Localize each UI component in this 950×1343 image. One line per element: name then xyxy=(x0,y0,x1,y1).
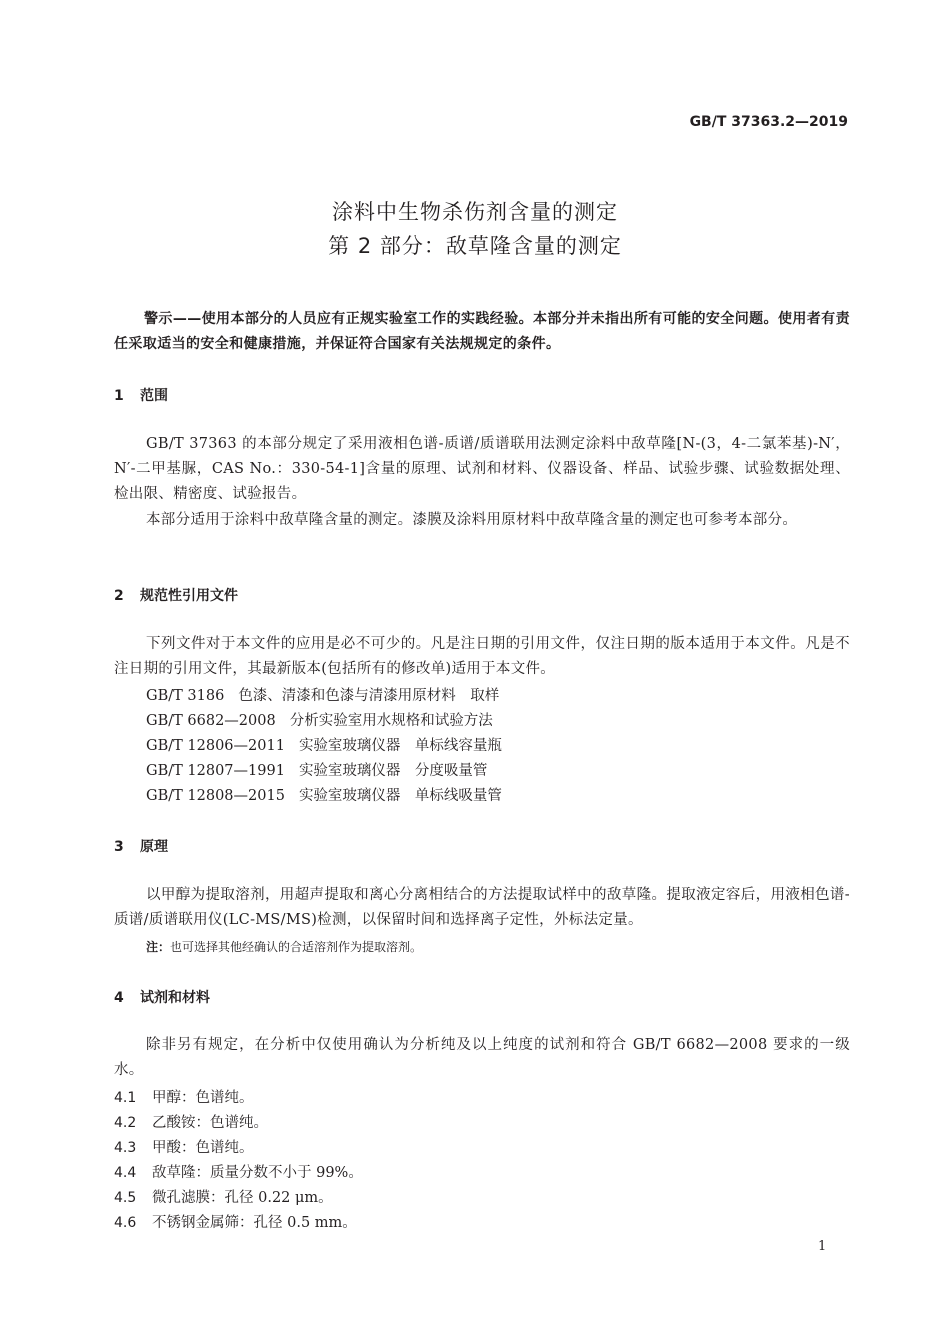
reagent-item xyxy=(114,1211,357,1232)
reference-entry xyxy=(146,784,502,805)
item-number: 4.3 xyxy=(114,1140,137,1156)
section-number: 4 xyxy=(114,990,124,1006)
document-title: 涂料中生物杀伤剂含量的测定 xyxy=(332,200,618,224)
reference-code: GB/T 6682—2008 xyxy=(146,713,276,729)
section-heading-principle xyxy=(114,836,168,856)
document-subtitle: 第 2 部分：敌草隆含量的测定 xyxy=(328,234,622,258)
scope-paragraph-2: 本部分适用于涂料中敌草隆含量的测定。漆膜及涂料用原材料中敌草隆含量的测定也可参考本部分。 xyxy=(146,512,798,528)
item-text: 甲酸：色谱纯。 xyxy=(152,1140,254,1156)
item-text: 敌草隆：质量分数不小于 99%。 xyxy=(152,1165,363,1181)
references-intro-paragraph: 下列文件对于本文件的应用是必不可少的。凡是注日期的引用文件，仅注日期的版本适用于本文件。凡是不注日期的引用文件，其最新版本(包括所有的修改单)适用于本文件。 xyxy=(114,636,850,677)
reference-entry xyxy=(146,684,499,705)
reference-entry xyxy=(146,759,487,780)
reagent-item xyxy=(114,1136,254,1157)
item-number: 4.1 xyxy=(114,1090,137,1106)
item-number: 4.6 xyxy=(114,1215,137,1231)
section-title: 规范性引用文件 xyxy=(140,588,238,604)
section-title: 试剂和材料 xyxy=(140,990,210,1006)
reference-code: GB/T 12807—1991 xyxy=(146,763,285,779)
item-number: 4.4 xyxy=(114,1165,137,1181)
item-number: 4.2 xyxy=(114,1115,137,1131)
reagent-item xyxy=(114,1086,254,1107)
reference-title: 实验室玻璃仪器 单标线吸量管 xyxy=(298,788,502,804)
item-text: 甲醇：色谱纯。 xyxy=(152,1090,254,1106)
reference-title: 实验室玻璃仪器 分度吸量管 xyxy=(298,763,488,779)
section-number: 1 xyxy=(114,388,124,404)
item-text: 不锈钢金属筛：孔径 0.5 mm。 xyxy=(152,1215,357,1231)
scope-paragraph-1: GB/T 37363 的本部分规定了采用液相色谱-质谱/质谱联用法测定涂料中敌草隆[N-(3，4-二氯苯基)-N′，N′-二甲基脲，CAS No.：330-54-1]含量的原理、试剂和材料、仪器设备、样品、试验步骤、试验数据处理、检出限、精密度、试验报告。 xyxy=(114,436,850,502)
reference-entry xyxy=(146,709,493,730)
section-heading-normative-references xyxy=(114,585,238,605)
reference-entry xyxy=(146,734,502,755)
item-text: 微孔滤膜：孔径 0.22 μm。 xyxy=(152,1190,333,1206)
reference-code: GB/T 12808—2015 xyxy=(146,788,285,804)
section-number: 3 xyxy=(114,839,124,855)
principle-note xyxy=(146,938,422,955)
reference-title: 分析实验室用水规格和试验方法 xyxy=(289,713,493,729)
warning-paragraph: 警示——使用本部分的人员应有正规实验室工作的实践经验。本部分并未指出所有可能的安全问题。使用者有责任采取适当的安全和健康措施，并保证符合国家有关法规规定的条件。 xyxy=(114,311,850,352)
item-number: 4.5 xyxy=(114,1190,137,1206)
item-text: 乙酸铵：色谱纯。 xyxy=(152,1115,268,1131)
note-label: 注： xyxy=(146,940,171,954)
reference-code: GB/T 3186 xyxy=(146,688,225,704)
section-heading-reagents xyxy=(114,987,210,1007)
reference-title: 实验室玻璃仪器 单标线容量瓶 xyxy=(298,738,502,754)
reference-title: 色漆、清漆和色漆与清漆用原材料 取样 xyxy=(238,688,500,704)
page-number: 1 xyxy=(818,1239,827,1254)
section-title: 范围 xyxy=(140,388,168,404)
note-text: 也可选择其他经确认的合适溶剂作为提取溶剂。 xyxy=(170,940,423,954)
reagents-paragraph: 除非另有规定，在分析中仅使用确认为分析纯及以上纯度的试剂和符合 GB/T 6682—2008 要求的一级水。 xyxy=(114,1037,850,1078)
section-heading-scope xyxy=(114,385,168,405)
reagent-item xyxy=(114,1186,333,1207)
reagent-item xyxy=(114,1111,268,1132)
reference-code: GB/T 12806—2011 xyxy=(146,738,285,754)
principle-paragraph: 以甲醇为提取溶剂，用超声提取和离心分离相结合的方法提取试样中的敌草隆。提取液定容后，用液相色谱-质谱/质谱联用仪(LC-MS/MS)检测，以保留时间和选择离子定性，外标法定量。 xyxy=(114,887,850,928)
reagent-item xyxy=(114,1161,363,1182)
section-title: 原理 xyxy=(140,839,168,855)
standard-code: GB/T 37363.2—2019 xyxy=(689,114,848,130)
section-number: 2 xyxy=(114,588,124,604)
